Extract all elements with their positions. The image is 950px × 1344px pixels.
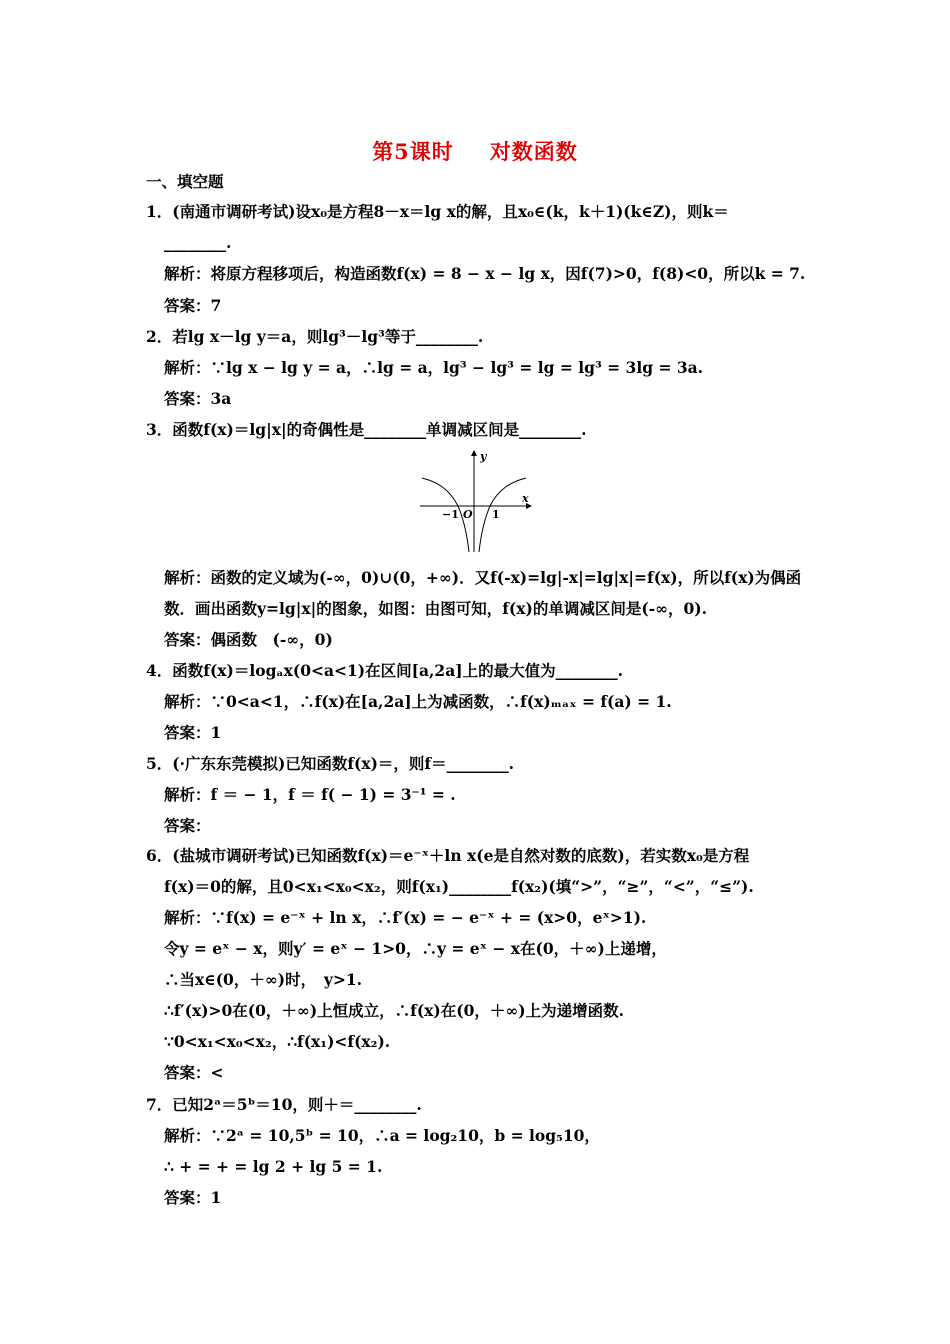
q6-stem-1: 6．(盐城市调研考试)已知函数f(x)＝e⁻ˣ＋ln x(e是自然对数的底数)，若实数x₀是方程 — [146, 846, 750, 865]
section-heading: 一、填空题 — [146, 172, 224, 191]
origin-label: O — [463, 508, 473, 521]
tick-neg-one: −1 — [442, 508, 459, 521]
q1-analysis: 解析：将原方程移项后，构造函数f(x) = 8 − x − lg x，因f(7)>0，f(8)<0，所以k = 7. — [164, 264, 806, 283]
q2-stem: 2．若lg x－lg y＝a，则lg³－lg³等于________. — [146, 327, 484, 346]
lesson-number: 第5课时 — [372, 139, 454, 164]
q3-answer: 答案：偶函数 (-∞，0) — [164, 630, 333, 649]
q6-analysis-2: 令y = eˣ − x，则y′ = eˣ − 1>0，∴y = eˣ − x在(0，＋∞)上递增， — [164, 939, 667, 958]
tick-one: 1 — [492, 508, 500, 521]
lesson-topic: 对数函数 — [489, 139, 578, 164]
q5-analysis: 解析：f ＝ − 1，f ＝ f( − 1) = 3⁻¹ = . — [164, 785, 456, 804]
q4-analysis: 解析：∵0<a<1，∴f(x)在[a,2a]上为减函数，∴f(x)ₘₐₓ = f(a) = 1. — [164, 692, 672, 711]
page-title — [0, 136, 950, 166]
y-label: y — [480, 450, 487, 463]
q3-analysis-1: 解析：函数的定义域为(-∞，0)∪(0，+∞)．又f(-x)=lg|-x|=lg|x|=f(x)，所以f(x)为偶函 — [164, 568, 802, 587]
q6-analysis-5: ∵0<x₁<x₀<x₂，∴f(x₁)<f(x₂). — [164, 1032, 391, 1051]
q2-analysis: 解析：∵lg x − lg y = a，∴lg = a，lg³ − lg³ = lg = lg³ = 3lg = 3a. — [164, 358, 704, 377]
right-branch — [479, 478, 526, 552]
q6-analysis-4: ∴f′(x)>0在(0，＋∞)上恒成立，∴f(x)在(0，＋∞)上为递增函数. — [164, 1001, 624, 1020]
q7-analysis-1: 解析：∵2ᵃ = 10,5ᵇ = 10，∴a = log₂10，b = log₅10， — [164, 1126, 600, 1145]
q4-answer: 答案：1 — [164, 723, 222, 742]
y-axis-arrow — [471, 450, 477, 456]
x-label: x — [522, 492, 529, 505]
q7-analysis-2: ∴ + = + = lg 2 + lg 5 = 1. — [164, 1157, 383, 1176]
q5-stem: 5．(·广东东莞模拟)已知函数f(x)＝，则f＝________. — [146, 754, 514, 773]
q7-stem: 7．已知2ᵃ＝5ᵇ＝10，则＋＝________. — [146, 1095, 422, 1114]
q3-analysis-2: 数．画出函数y=lg|x|的图象，如图：由图可知，f(x)的单调减区间是(-∞，0). — [164, 599, 708, 618]
q4-stem: 4．函数f(x)＝logₐx(0<a<1)在区间[a,2a]上的最大值为________. — [146, 661, 623, 680]
q5-answer: 答案： — [164, 816, 211, 835]
q6-analysis-1: 解析：∵f(x) = e⁻ˣ + ln x，∴f′(x) = − e⁻ˣ + = (x>0，eˣ>1). — [164, 908, 647, 927]
q3-stem: 3．函数f(x)＝lg|x|的奇偶性是________单调减区间是________. — [146, 420, 587, 439]
q6-answer: 答案：< — [164, 1063, 224, 1082]
q1-blank: ________. — [164, 233, 232, 252]
q1-answer: 答案：7 — [164, 296, 222, 315]
q7-answer: 答案：1 — [164, 1188, 222, 1207]
q6-analysis-3: ∴当x∈(0，＋∞)时， y>1. — [164, 970, 363, 989]
q6-stem-2: f(x)＝0的解，且0<x₁<x₀<x₂，则f(x₁)________f(x₂)(填“>”，“≥”，“<”，“≤”). — [164, 877, 754, 896]
lg-abs-x-graph — [418, 448, 533, 554]
q2-answer: 答案：3a — [164, 389, 232, 408]
q1-stem: 1．(南通市调研考试)设x₀是方程8－x＝lg x的解，且x₀∈(k，k＋1)(k∈Z)，则k＝ — [146, 202, 729, 221]
